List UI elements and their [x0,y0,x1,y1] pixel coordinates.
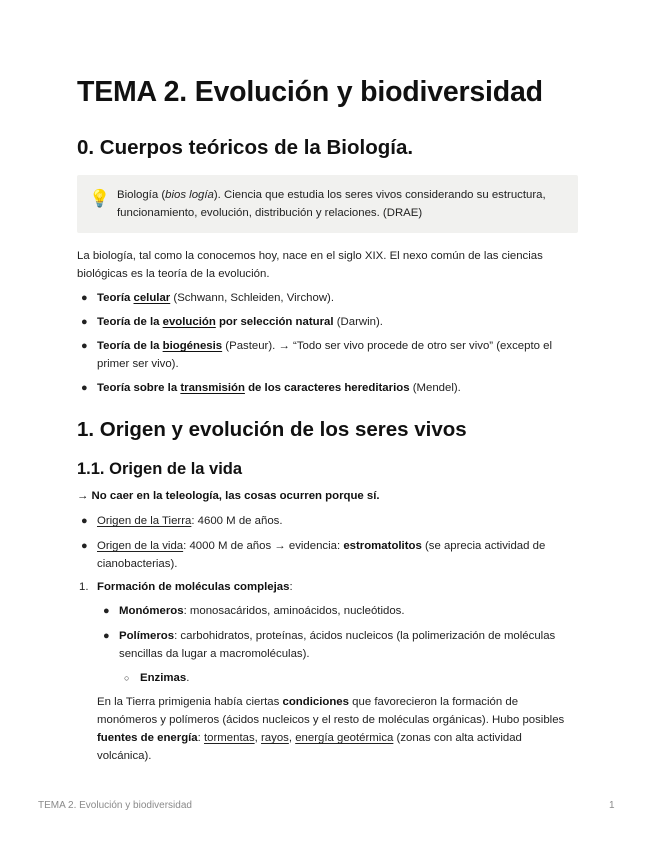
list-item: ● Teoría de la biogénesis (Pasteur). → “Todo ser vivo procede de otro ser vivo” (excepto el primer ser vivo). [81,340,552,370]
numbered-item: 1. Formación de moléculas complejas: [79,581,293,593]
page-number: 1 [609,800,615,811]
section-1-heading: 1. Origen y evolución de los seres vivos [77,418,467,441]
list-item: ● Origen de la vida: 4000 M de años → evidencia: estromatolitos (se aprecia actividad de cianobacterias). [81,540,546,570]
intro-paragraph: La biología, tal como la conocemos hoy, nace en el siglo XIX. El nexo común de las ciencias biológicas es la teoría de la evolución. [77,250,543,280]
list-item: ● Teoría de la evolución por selección natural (Darwin). [81,316,383,328]
list-item: ● Origen de la Tierra: 4600 M de años. [81,515,283,527]
list-item: ○ Enzimas. [124,672,190,684]
teleology-note: → No caer en la teleología, las cosas ocurren porque sí. [77,490,380,502]
origin-paragraph: En la Tierra primigenia había ciertas condiciones que favorecieron la formación de monómeros y polímeros (ácidos nucleicos y el resto de moléculas orgánicas). Hubo posibles fuentes de energía: tormentas, rayos, energía geotérmica (zonas con alta actividad volcánica). [97,696,565,762]
page-title: TEMA 2. Evolución y biodiversidad [77,76,543,108]
lightbulb-icon: 💡 [89,189,111,208]
list-item: ● Teoría celular (Schwann, Schleiden, Virchow). [81,292,335,304]
callout-text: Biología (bios logía). Ciencia que estudia los seres vivos considerando su estructura, funcionamiento, evolución, distribución y relaciones. (DRAE) [117,189,546,219]
list-item: ● Polímeros: carbohidratos, proteínas, ácidos nucleicos (la polimerización de moléculas sencillas da lugar a macromoléculas). [103,630,556,660]
list-item: ● Monómeros: monosacáridos, aminoácidos, nucleótidos. [103,605,405,617]
footer-title: TEMA 2. Evolución y biodiversidad [38,800,192,811]
list-item: ● Teoría sobre la transmisión de los caracteres hereditarios (Mendel). [81,382,461,394]
subsection-heading: 1.1. Origen de la vida [77,460,243,478]
section-0-heading: 0. Cuerpos teóricos de la Biología. [77,136,414,159]
definition-callout [77,175,578,233]
